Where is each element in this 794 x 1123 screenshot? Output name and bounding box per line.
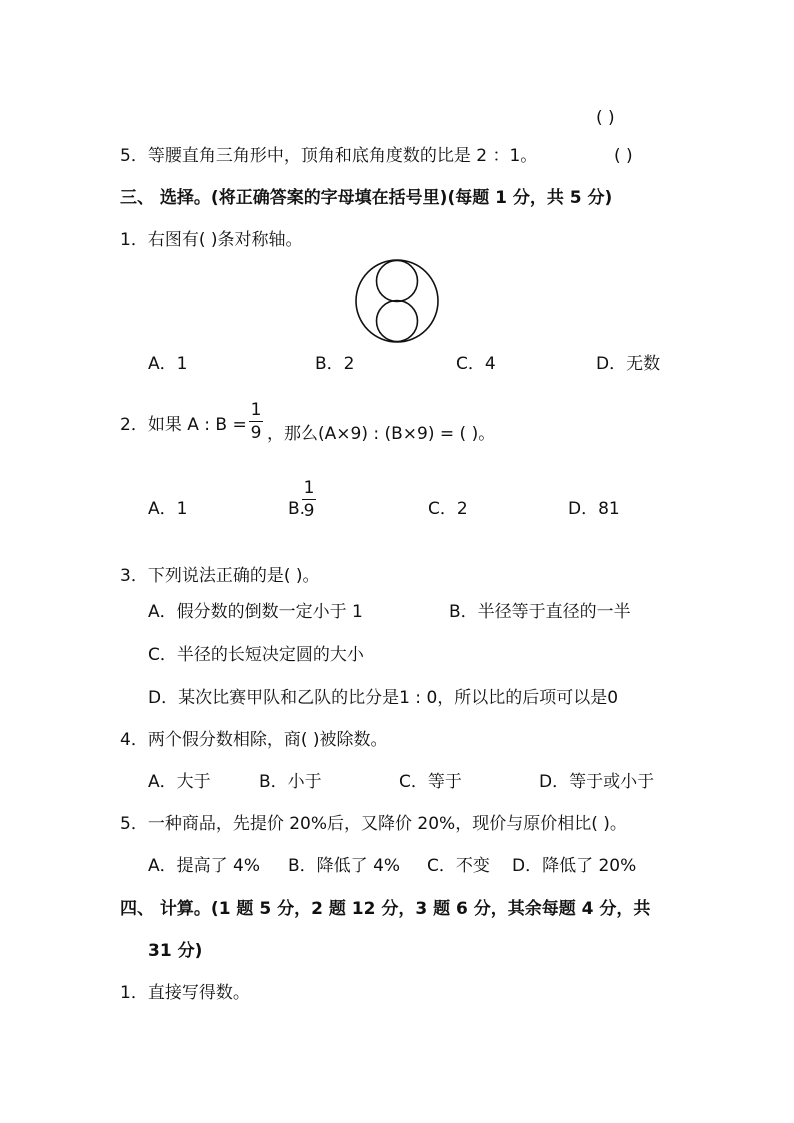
choice-q1-option-b: B．2 xyxy=(315,354,355,374)
choice-q3-stem: 3．下列说法正确的是( )。 xyxy=(120,566,320,586)
calc-q1-stem: 1．直接写得数。 xyxy=(120,983,250,1003)
choice-q4-option-b: B．小于 xyxy=(259,772,322,792)
section-4-title: 四、 计算。(1 题 5 分，2 题 12 分，3 题 6 分，其余每题 4 分，共 xyxy=(120,899,651,919)
fraction-denominator: 9 xyxy=(303,501,315,521)
choice-q5-option-a: A．提高了 4% xyxy=(148,856,261,876)
choice-q5-option-c: C．不变 xyxy=(427,856,490,876)
choice-q4-option-a: A．大于 xyxy=(148,772,211,792)
choice-q5-option-b: B．降低了 4% xyxy=(288,856,401,876)
circle-figure xyxy=(352,256,442,346)
choice-q4-stem: 4．两个假分数相除，商( )被除数。 xyxy=(120,730,388,750)
choice-q5-stem: 5．一种商品，先提价 20%后，又降价 20%，现价与原价相比( )。 xyxy=(120,814,627,834)
choice-q1-option-d: D．无数 xyxy=(596,354,661,374)
choice-q3-option-b: B．半径等于直径的一半 xyxy=(449,602,631,622)
choice-q3-option-d: D．某次比赛甲队和乙队的比分是1 : 0，所以比的后项可以是0 xyxy=(148,688,619,708)
choice-q1-option-a: A．1 xyxy=(148,354,188,374)
judge-question-5-paren: ( ) xyxy=(614,146,633,166)
choice-q1-stem: 1．右图有( )条对称轴。 xyxy=(120,230,303,250)
judge-question-5: 5．等腰直角三角形中，顶角和底角度数的比是 2 ：1。 xyxy=(120,146,538,166)
choice-q2-option-b-fraction xyxy=(302,478,316,521)
fraction-numerator: 1 xyxy=(250,400,262,420)
choice-q2-option-c: C．2 xyxy=(428,499,468,519)
choice-q2-option-d: D．81 xyxy=(568,499,620,519)
choice-q4-option-c: C．等于 xyxy=(399,772,462,792)
choice-q2-option-b: B. xyxy=(288,499,306,519)
choice-q2-fraction xyxy=(249,400,263,443)
fraction-numerator: 1 xyxy=(303,478,315,498)
fraction-denominator: 9 xyxy=(250,423,262,443)
section-4-title-cont: 31 分) xyxy=(148,941,203,961)
choice-q5-option-d: D．降低了 20% xyxy=(512,856,637,876)
choice-q1-option-c: C．4 xyxy=(456,354,496,374)
answer-paren: ( ) xyxy=(596,108,615,128)
choice-q3-option-c: C．半径的长短决定圆的大小 xyxy=(148,645,364,665)
choice-q2-option-a: A．1 xyxy=(148,499,188,519)
choice-q2-stem-a: 2．如果 A : B = xyxy=(120,415,247,435)
choice-q2-stem-b: ，那么(A×9) : (B×9) = ( )。 xyxy=(267,424,496,444)
choice-q4-option-d: D．等于或小于 xyxy=(539,772,655,792)
section-3-title: 三、 选择。(将正确答案的字母填在括号里)(每题 1 分，共 5 分) xyxy=(120,188,613,208)
choice-q3-option-a: A．假分数的倒数一定小于 1 xyxy=(148,602,363,622)
